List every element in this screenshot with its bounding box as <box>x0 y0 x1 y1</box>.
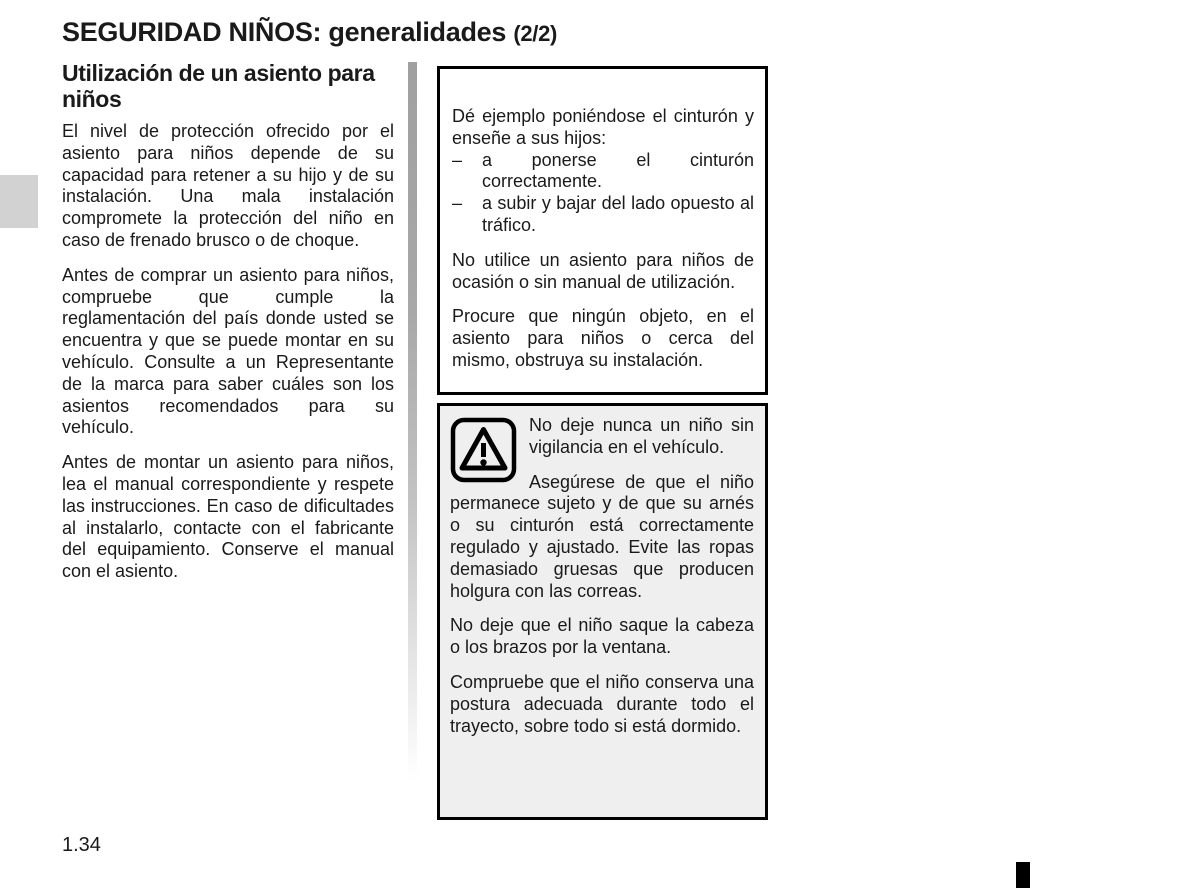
advice-paragraph: No utilice un asiento para niños de ocasión o sin manual de utilización. <box>452 249 754 292</box>
list-item-text: a subir y bajar del lado opuesto al tráfico. <box>482 193 754 235</box>
warning-paragraph: Compruebe que el niño conserva una postura adecuada durante todo el trayecto, sobre todo si está dormido. <box>450 671 754 736</box>
list-item <box>452 150 754 194</box>
page-title-text: SEGURIDAD NIÑOS: generalidades <box>62 17 507 47</box>
list-item-text: a ponerse el cinturón correctamente. <box>482 149 754 192</box>
advice-paragraph: Procure que ningún objeto, en el asiento para niños o cerca del mismo, obstruya su instalación. <box>452 306 754 370</box>
dash-bullet: – <box>452 193 463 214</box>
body-paragraph: Antes de comprar un asiento para niños, compruebe que cumple la reglamentación del país donde usted se encuentra y que se puede montar en su vehículo. Consulte a un Representante de la marca para saber cuáles son los asientos recomendados para su vehículo. <box>62 264 394 438</box>
chapter-tab <box>0 175 38 228</box>
warning-box <box>437 403 768 820</box>
section-heading: Utilización de un asiento para niños <box>62 60 375 112</box>
warning-paragraph: No deje nunca un niño sin vigilancia en el vehículo. <box>529 415 754 457</box>
advice-box <box>437 66 768 395</box>
warning-triangle-icon <box>450 417 517 483</box>
page-title <box>62 17 557 48</box>
advice-bullet-list <box>452 150 754 237</box>
warning-paragraph: Asegúrese de que el niño permanece sujeto y de que su arnés o su cinturón está correctamente regulado y ajustado. Evite las ropas demasiado gruesas que producen holgura con las correas. <box>450 471 754 601</box>
warning-paragraph: No deje que el niño saque la cabeza o los brazos por la ventana. <box>450 615 754 658</box>
print-registration-marker <box>1016 862 1030 888</box>
left-column <box>62 60 394 596</box>
dash-bullet: – <box>452 149 463 170</box>
body-paragraph: El nivel de protección ofrecido por el asiento para niños depende de su capacidad para retener a su hijo y de su instalación. Una mala instalación compromete la protección del niño en caso de frenado brusco o de choque. <box>62 121 394 250</box>
page-title-pagination: (2/2) <box>513 21 558 46</box>
page-number: 1.34 <box>62 834 101 856</box>
list-item <box>452 193 754 237</box>
body-paragraph: Antes de montar un asiento para niños, lea el manual correspondiente y respete las instrucciones. En caso de dificultades al instalarlo, contacte con el fabricante del equipamiento. Conserve el manual con el asiento. <box>62 452 394 582</box>
column-divider <box>408 62 417 780</box>
advice-intro: Dé ejemplo poniéndose el cinturón y enseñe a sus hijos: <box>452 106 754 148</box>
